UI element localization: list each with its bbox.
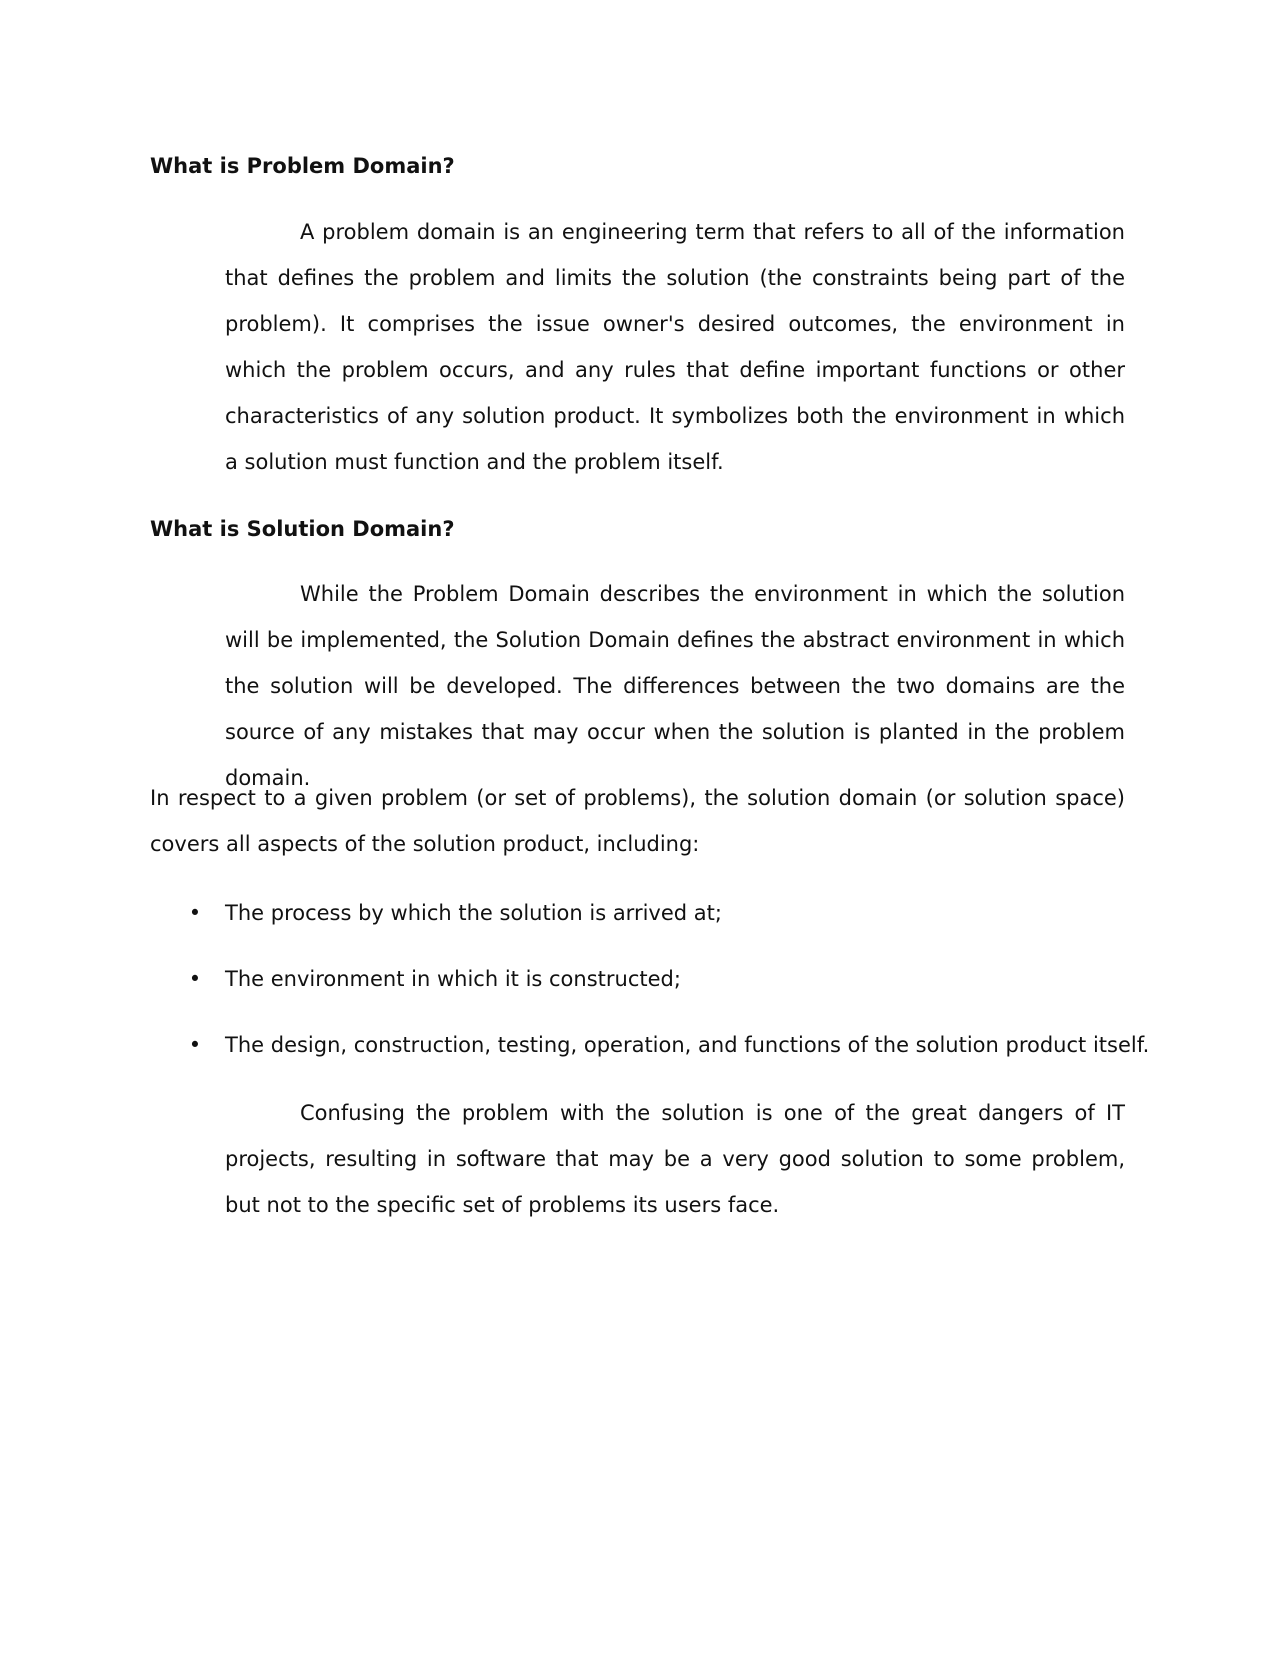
list-item: [150, 1027, 1150, 1063]
paragraph-closing: Confusing the problem with the solution is one of the great dangers of IT projects, resulting in software that may be a very good solution to some problem, but not to the specific set of problems its users face.: [225, 1101, 1125, 1217]
paragraph-problem-domain: A problem domain is an engineering term that refers to all of the information that defines the problem and limits the solution (the constraints being part of the problem). It comprises the issue owner's desired outcomes, the environment in which the problem occurs, and any rules that define important functions or other characteristics of any solution product. It symbolizes both the environment in which a solution must function and the problem itself.: [225, 220, 1125, 474]
paragraph-solution-intro: In respect to a given problem (or set of problems), the solution domain (or solution space) covers all aspects of the solution product, including:: [150, 786, 1125, 856]
bullet-marker: •: [188, 901, 202, 925]
paragraph-solution-domain: While the Problem Domain describes the environment in which the solution will be implemented, the Solution Domain defines the abstract environment in which the solution will be developed. The differences between the two domains are the source of any mistakes that may occur when the solution is planted in the problem domain.: [225, 582, 1125, 790]
list-item-text: The environment in which it is constructed;: [225, 967, 681, 991]
heading-solution-domain: What is Solution Domain?: [150, 517, 455, 541]
heading-problem-domain: What is Problem Domain?: [150, 154, 455, 178]
bullet-marker: •: [188, 1033, 202, 1057]
bullet-marker: •: [188, 967, 202, 991]
list-item: [150, 961, 1125, 997]
list-item-text: The process by which the solution is arrived at;: [225, 901, 722, 925]
list-item-text: The design, construction, testing, operation, and functions of the solution product itself.: [225, 1033, 1150, 1057]
list-item: [150, 895, 1125, 931]
